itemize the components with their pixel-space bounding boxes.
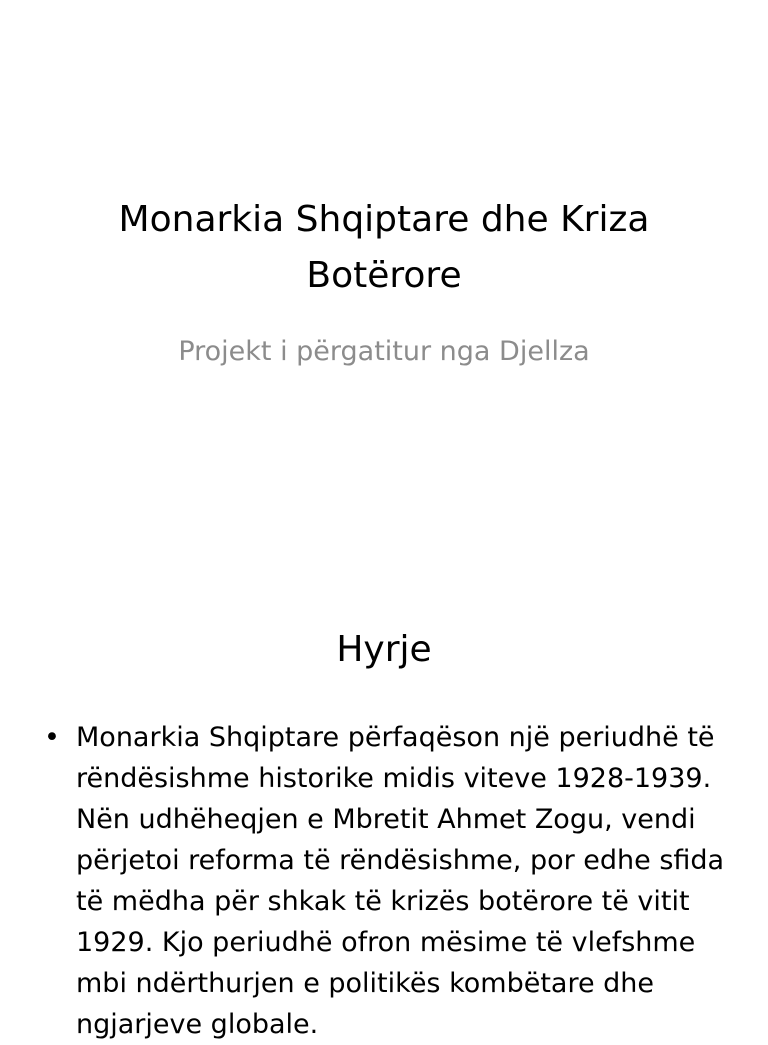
bullet-item [42,717,732,1045]
content-slide [0,576,768,1040]
slide-title: Monarkia Shqiptare dhe Kriza Botërore [118,199,650,296]
bullet-icon: • [44,722,60,753]
bullet-text: Monarkia Shqiptare përfaqëson një periudhë të rëndësishme historike midis viteve 1928-1939. Nën udhëheqjen e Mbretit Ahmet Zogu, vendi përjetoi reforma të rëndësishme, por edhe sfida të mëdha për shkak të krizës botërore të vitit 1929. Kjo periudhë ofron mësime të vlefshme mbi ndërthurjen e politikës kombëtare dhe ngjarjeve globale. [76,722,725,1040]
slide-heading: Hyrje [336,629,432,670]
slide-subtitle: Projekt i përgatitur nga Djellza [178,336,590,367]
bullet-list [42,717,732,1045]
